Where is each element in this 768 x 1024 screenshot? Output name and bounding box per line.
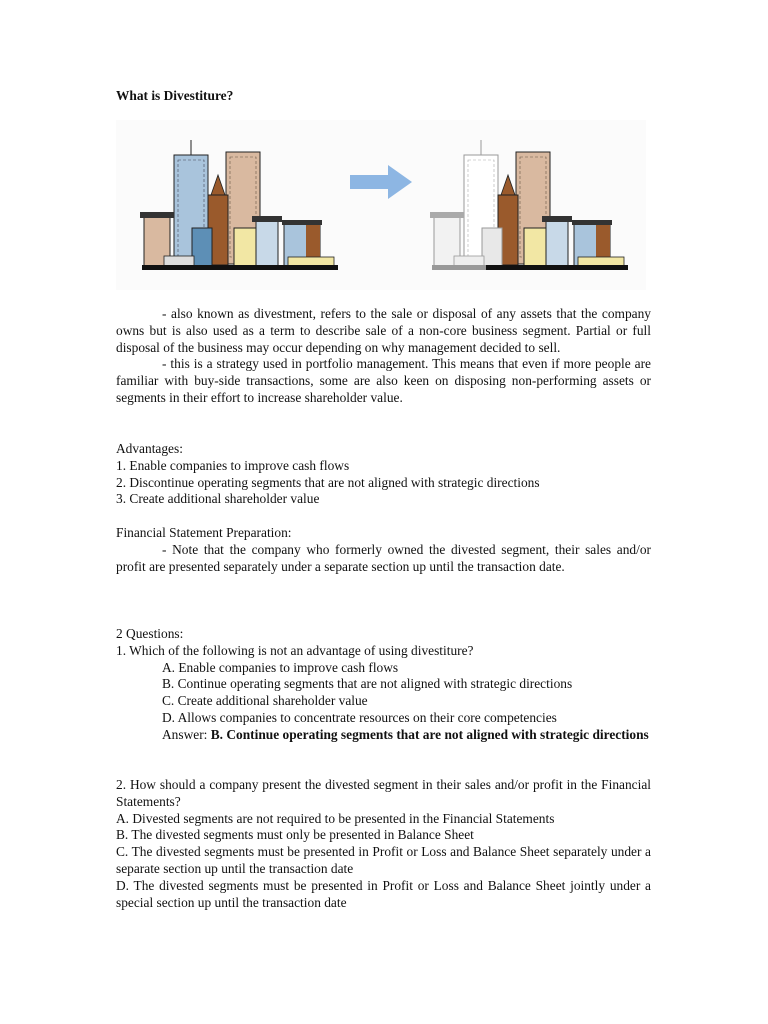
answer-text: B. Continue operating segments that are not aligned with strategic directions xyxy=(210,726,649,742)
questions-section xyxy=(116,626,651,744)
advantages-heading: Advantages: xyxy=(116,441,183,456)
fsp-heading: Financial Statement Preparation: xyxy=(116,525,292,540)
q1-option-a: A. Enable companies to improve cash flows xyxy=(162,659,399,675)
question-1: 1. Which of the following is not an advantage of using divestiture? xyxy=(116,642,474,658)
intro-section xyxy=(116,306,651,407)
q2-option-d: D. The divested segments must be presented in Profit or Loss and Balance Sheet jointly under a special section up until the transaction date xyxy=(116,877,651,910)
q1-option-c: C. Create additional shareholder value xyxy=(162,693,368,709)
intro-paragraph-1: - also known as divestment, refers to the sale or disposal of any assets that the company owns but is also used as a term to describe sale of a non-core business segment. Partial or full disposal of the business may occur depending on why management decided to sell. xyxy=(116,306,651,355)
q2-option-c: C. The divested segments must be presented in Profit or Loss and Balance Sheet separately under a separate section up until the transaction date xyxy=(116,844,651,876)
question-2: 2. How should a company present the divested segment in their sales and/or profit in the Financial Statements? xyxy=(116,777,651,809)
fsp-section xyxy=(116,525,651,575)
divestiture-illustration xyxy=(116,120,646,290)
fsp-note: - Note that the company who formerly owned the divested segment, their sales and/or profit are presented separately under a separate section up until the transaction date. xyxy=(116,541,651,574)
question-2-section xyxy=(116,777,651,911)
advantages-section xyxy=(116,441,651,508)
page-title: What is Divestiture? xyxy=(116,88,234,103)
answer-label: Answer: xyxy=(162,726,208,742)
q1-option-b: B. Continue operating segments that are not aligned with strategic directions xyxy=(162,676,573,692)
intro-paragraph-2: - this is a strategy used in portfolio management. This means that even if more people are familiar with buy-side transactions, some are also keen on disposing non-performing assets or segments in their effort to increase shareholder value. xyxy=(116,356,651,405)
advantage-item: 1. Enable companies to improve cash flows xyxy=(116,457,350,473)
advantage-item: 3. Create additional shareholder value xyxy=(116,491,320,507)
q1-answer xyxy=(116,727,651,744)
questions-heading: 2 Questions: xyxy=(116,626,184,641)
q2-option-b: B. The divested segments must only be presented in Balance Sheet xyxy=(116,827,474,843)
advantage-item: 2. Discontinue operating segments that are not aligned with strategic directions xyxy=(116,474,540,490)
q1-option-d: D. Allows companies to concentrate resources on their core competencies xyxy=(162,709,557,725)
q2-option-a: A. Divested segments are not required to be presented in the Financial Statements xyxy=(116,810,555,826)
